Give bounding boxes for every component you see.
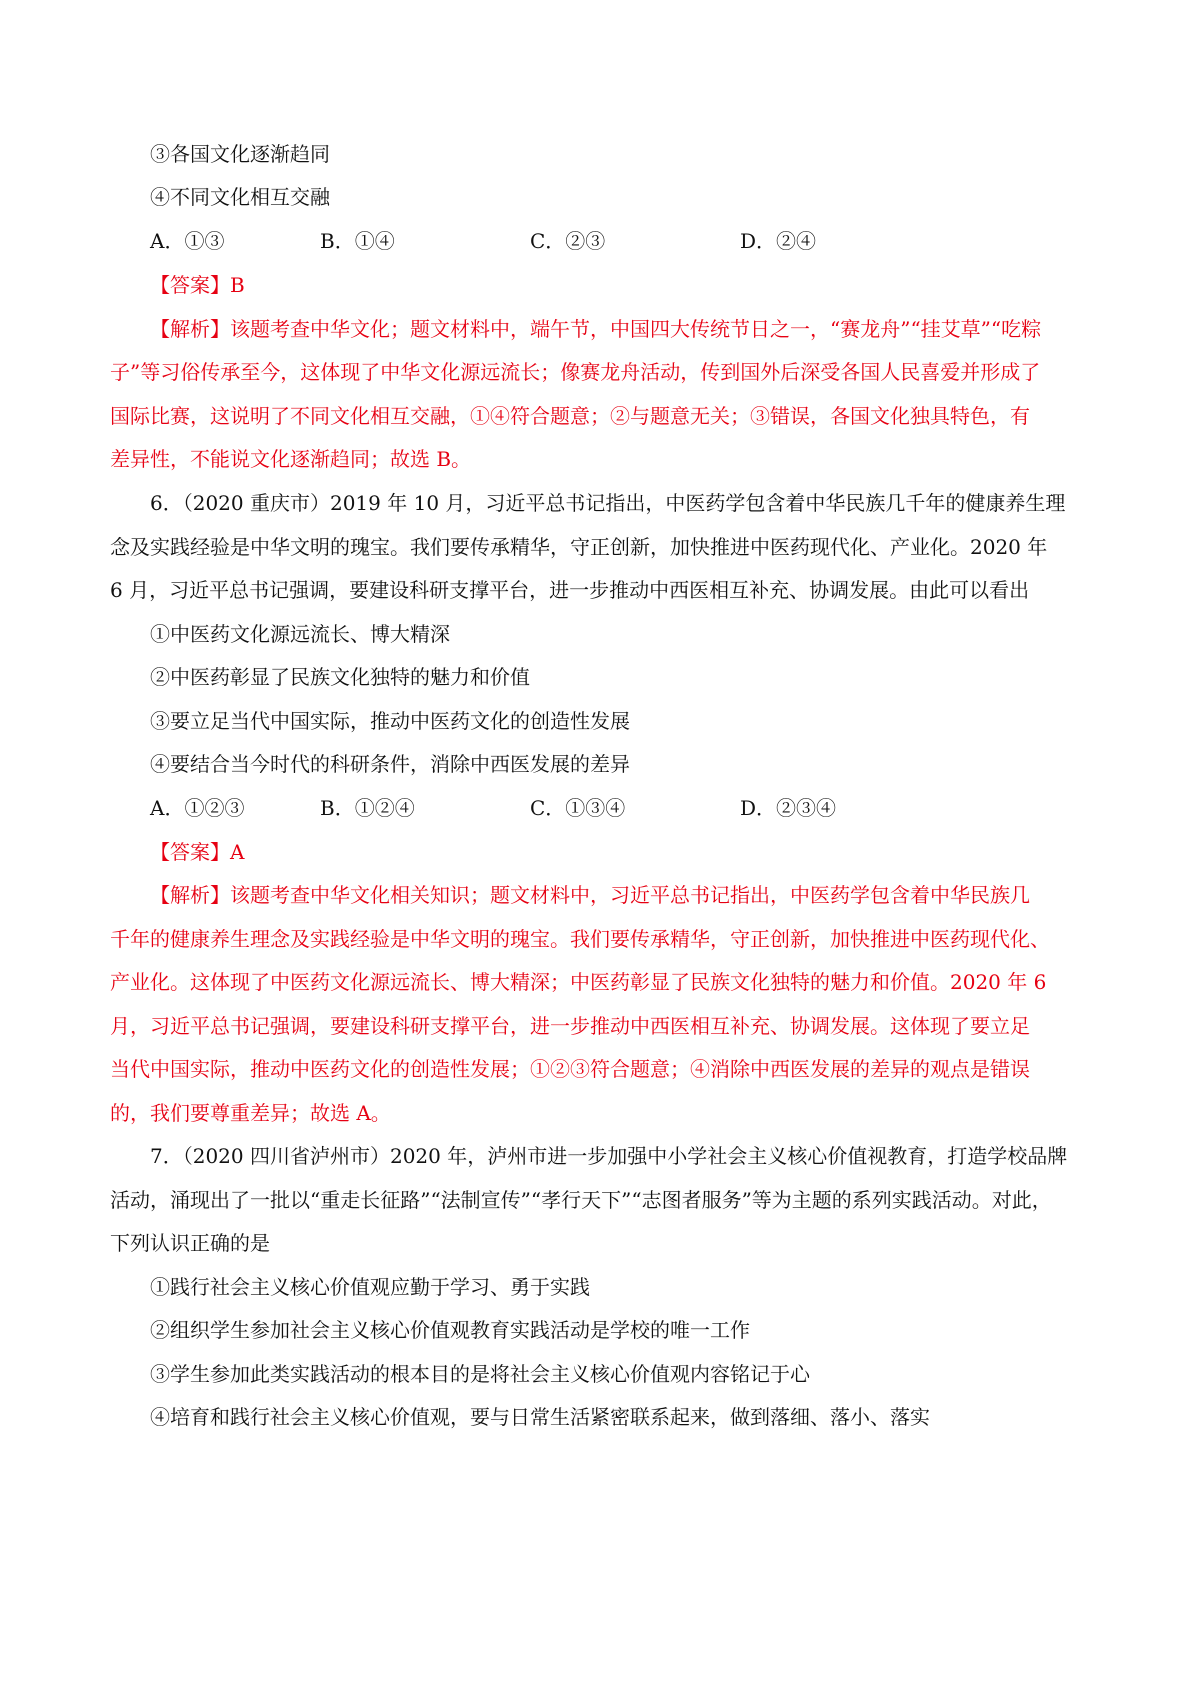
option-d: D．②④ (740, 229, 817, 253)
choice-item-3: ③要立足当代中国实际，推动中医药文化的创造性发展 (150, 709, 630, 733)
analysis-line: 当代中国实际，推动中医药文化的创造性发展；①②③符合题意；④消除中西医发展的差异的观点是错误 (110, 1057, 1030, 1081)
choice-item-4: ④要结合当今时代的科研条件，消除中西医发展的差异 (150, 752, 630, 776)
question-stem: 念及实践经验是中华文明的瑰宝。我们要传承精华，守正创新，加快推进中医药现代化、产业化。2020 年 (110, 535, 1048, 559)
option-a: A．①②③ (150, 796, 245, 820)
choice-item-1: ①践行社会主义核心价值观应勤于学习、勇于实践 (150, 1275, 590, 1299)
choice-item-4: ④培育和践行社会主义核心价值观，要与日常生活紧密联系起来，做到落细、落小、落实 (150, 1405, 930, 1429)
question-stem: 7．（2020 四川省泸州市）2020 年，泸州市进一步加强中小学社会主义核心价值视教育，打造学校品牌 (150, 1144, 1068, 1168)
analysis-line: 子”等习俗传承至今，这体现了中华文化源远流长；像赛龙舟活动，传到国外后深受各国人民喜爱并形成了 (110, 360, 1041, 384)
analysis-line: 【解析】该题考查中华文化相关知识；题文材料中，习近平总书记指出，中医药学包含着中华民族几 (150, 883, 1030, 907)
option-a: A．①③ (150, 229, 225, 253)
choice-item-1: ①中医药文化源远流长、博大精深 (150, 622, 450, 646)
analysis-line: 的，我们要尊重差异；故选 A。 (110, 1101, 391, 1125)
analysis-line: 月，习近平总书记强调，要建设科研支撑平台，进一步推动中西医相互补充、协调发展。这体现了要立足 (110, 1014, 1030, 1038)
question-stem: 下列认识正确的是 (110, 1231, 270, 1255)
choice-item-2: ②中医药彰显了民族文化独特的魅力和价值 (150, 665, 530, 689)
answer-label: 【答案】B (150, 273, 245, 297)
question-stem: 6 月，习近平总书记强调，要建设科研支撑平台，进一步推动中西医相互补充、协调发展。由此可以看出 (110, 578, 1030, 602)
analysis-line: 差异性，不能说文化逐渐趋同；故选 B。 (110, 447, 472, 471)
analysis-line: 国际比赛，这说明了不同文化相互交融，①④符合题意；②与题意无关；③错误，各国文化独具特色，有 (110, 404, 1030, 428)
option-c: C．②③ (530, 229, 606, 253)
choice-item-3: ③学生参加此类实践活动的根本目的是将社会主义核心价值观内容铭记于心 (150, 1362, 810, 1386)
question-stem: 活动，涌现出了一批以“重走长征路”“法制宣传”“孝行天下”“志图者服务”等为主题的系列实践活动。对此， (110, 1188, 1052, 1212)
option-b: B．①④ (320, 229, 395, 253)
choice-item-4: ④不同文化相互交融 (150, 185, 330, 209)
option-d: D．②③④ (740, 796, 837, 820)
analysis-line: 千年的健康养生理念及实践经验是中华文明的瑰宝。我们要传承精华，守正创新，加快推进中医药现代化、 (110, 927, 1050, 951)
analysis-line: 产业化。这体现了中医药文化源远流长、博大精深；中医药彰显了民族文化独特的魅力和价值。2020 年 6 (110, 970, 1047, 994)
option-b: B．①②④ (320, 796, 415, 820)
question-stem: 6．（2020 重庆市）2019 年 10 月，习近平总书记指出，中医药学包含着中华民族几千年的健康养生理 (150, 491, 1066, 515)
analysis-line: 【解析】该题考查中华文化；题文材料中，端午节，中国四大传统节日之一，“赛龙舟”“挂艾草”“吃粽 (150, 317, 1042, 341)
option-c: C．①③④ (530, 796, 626, 820)
choice-item-3: ③各国文化逐渐趋同 (150, 142, 330, 166)
choice-item-2: ②组织学生参加社会主义核心价值观教育实践活动是学校的唯一工作 (150, 1318, 750, 1342)
answer-label: 【答案】A (150, 840, 245, 864)
